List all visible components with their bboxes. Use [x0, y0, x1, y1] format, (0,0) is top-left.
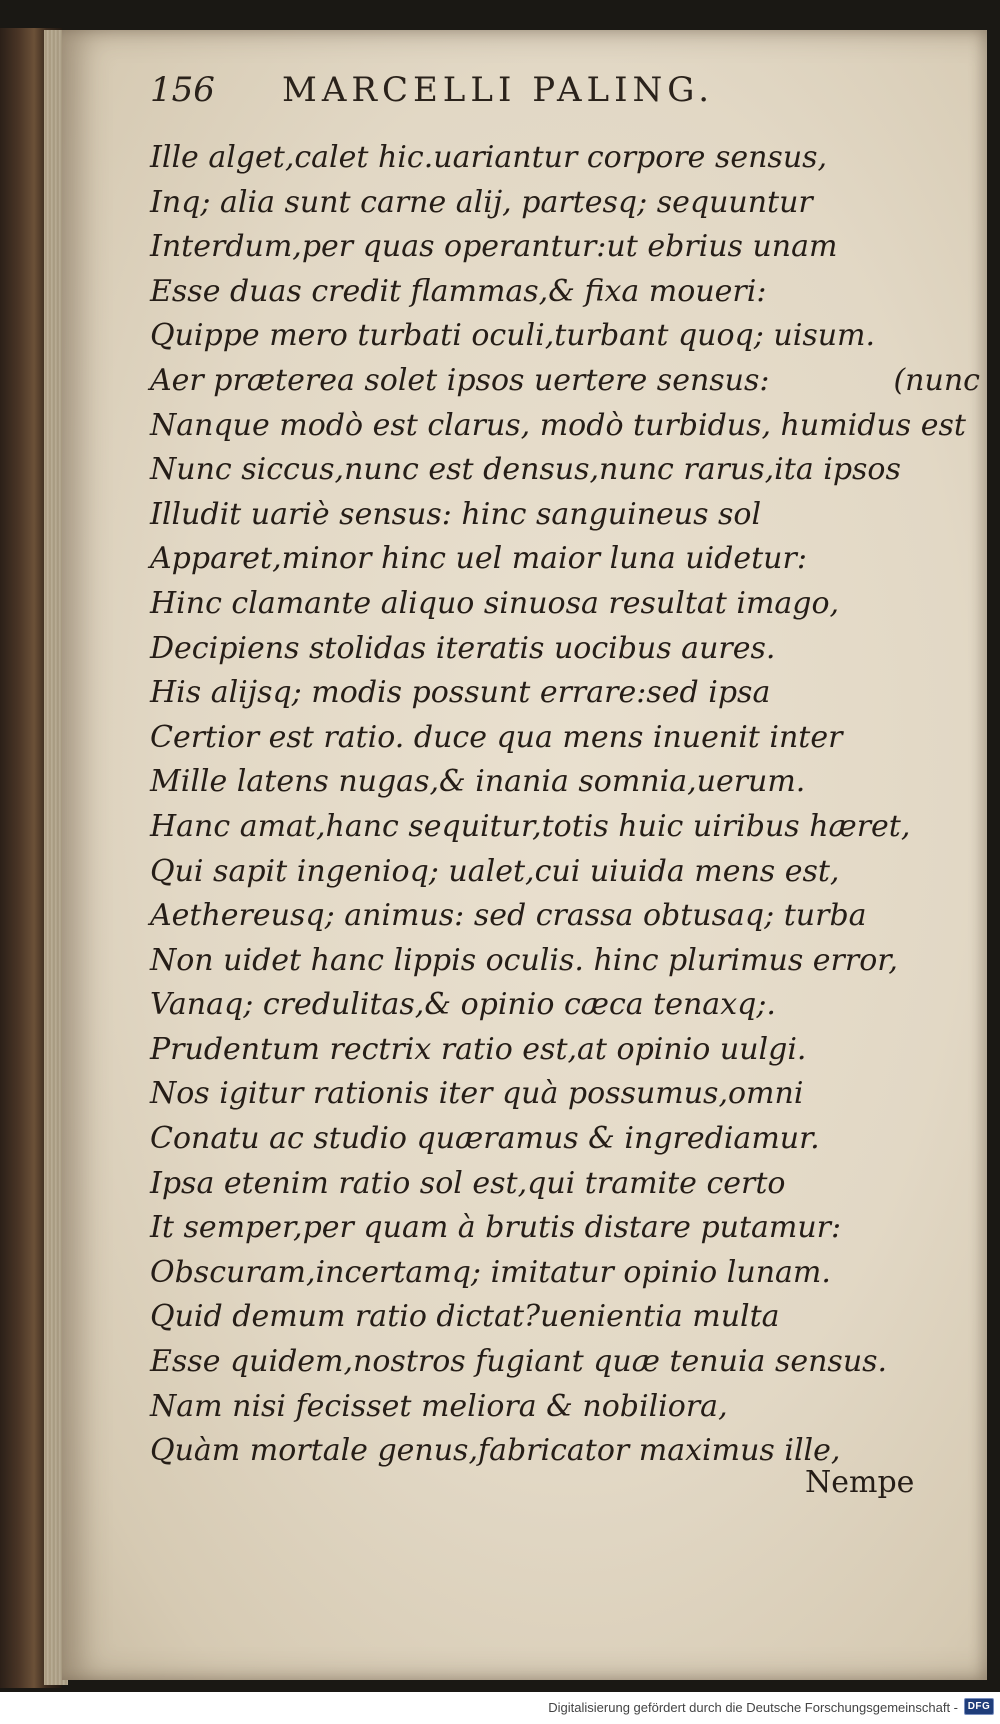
verse-line: Interdum,per quas operantur:ut ebrius unam: [150, 229, 838, 265]
verse-line: Esse duas credit flammas,& fixa moueri:: [150, 273, 767, 309]
verse-line: Quid demum ratio dictat?uenientia multa: [150, 1299, 780, 1335]
dfg-logo: DFG: [964, 1698, 994, 1715]
verse-line: Obscuram,incertamq; imitatur opinio lunam.: [150, 1254, 831, 1290]
verse-line: Nunc siccus,nunc est densus,nunc rarus,ita ipsos: [150, 452, 901, 488]
verse-line: Qui sapit ingenioq; ualet,cui uiuida mens est,: [150, 853, 840, 889]
page-number: 156: [150, 70, 215, 110]
verse-line: Vanaq; credulitas,& opinio cæca tenaxq;.: [150, 987, 776, 1023]
page-header: [150, 62, 850, 122]
verse-line: Mille latens nugas,& inania somnia,uerum.: [150, 764, 806, 800]
verse-line: Nam nisi fecisset meliora & nobiliora,: [150, 1388, 728, 1424]
catchword: Nempe: [805, 1465, 915, 1500]
verse-line: It semper,per quam à brutis distare putamur:: [150, 1210, 842, 1246]
verse-line: Apparet,minor hinc uel maior luna uidetur:: [150, 541, 807, 577]
verse-line: His alijsq; modis possunt errare:sed ipsa: [150, 675, 771, 711]
funding-credit: Digitalisierung gefördert durch die Deutsche Forschungsgemeinschaft -: [548, 1700, 958, 1715]
verse-line: Decipiens stolidas iteratis uocibus aures.: [150, 630, 776, 666]
verse-line: Aethereusq; animus: sed crassa obtusaq; turba: [150, 898, 867, 934]
verse-line: Illudit uariè sensus: hinc sanguineus sol: [150, 496, 762, 532]
verse-line: Ipsa etenim ratio sol est,qui tramite certo: [150, 1165, 786, 1201]
verse-line: Prudentum rectrix ratio est,at opinio uulgi.: [150, 1031, 807, 1067]
verse-line: Conatu ac studio quæramus & ingrediamur.: [150, 1121, 820, 1157]
verse-line: Nanque modò est clarus, modò turbidus, humidus est: [150, 407, 966, 443]
verse-line: Nos igitur rationis iter quà possumus,omni: [150, 1076, 804, 1112]
verse-line: Hinc clamante aliquo sinuosa resultat imago,: [150, 585, 840, 621]
running-head: MARCELLI PALING.: [282, 70, 715, 110]
verse-line: Non uidet hanc lippis oculis. hinc plurimus error,: [150, 942, 898, 978]
verse-line: Certior est ratio. duce qua mens inuenit inter: [150, 719, 843, 755]
verse-line: Esse quidem,nostros fugiant quæ tenuia sensus.: [150, 1344, 888, 1380]
digitization-footer: [0, 1692, 1000, 1724]
verse-block: [150, 136, 980, 1474]
verse-line: Hanc amat,hanc sequitur,totis huic uiribus hæret,: [150, 808, 911, 844]
verse-line: Aer præterea solet ipsos uertere sensus: (nunc: [150, 362, 980, 398]
verse-line: Quàm mortale genus,fabricator maximus ille,: [150, 1433, 841, 1469]
verse-line: Inq; alia sunt carne alij, partesq; sequuntur: [150, 184, 813, 220]
verse-line: Quippe mero turbati oculi,turbant quoq; uisum.: [150, 318, 876, 354]
verse-line: Ille alget,calet hic.uariantur corpore sensus,: [150, 140, 828, 175]
